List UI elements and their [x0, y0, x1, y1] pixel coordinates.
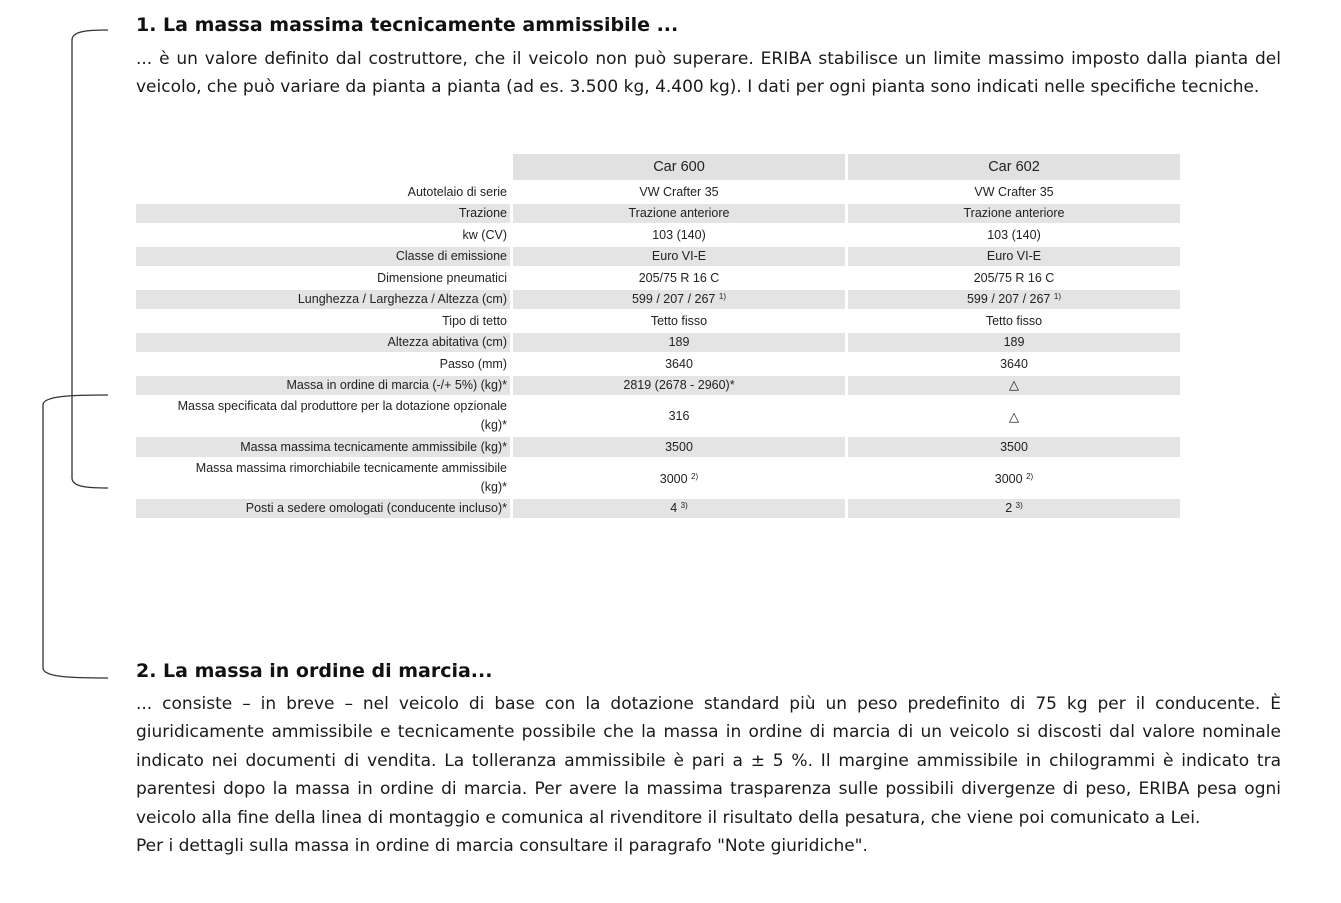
table-row: [136, 247, 1180, 267]
footnote-marker: 2): [691, 471, 699, 481]
table-row: [136, 397, 1180, 435]
footnote-marker: 3): [1015, 501, 1023, 511]
cell-car602: VW Crafter 35: [974, 184, 1054, 199]
cell-car602: 3000 $^{2)}$: [994, 471, 1034, 486]
cell-car602: Trazione anteriore: [848, 204, 1180, 224]
table-row: [136, 182, 1180, 202]
row-label: kw (CV): [462, 227, 507, 242]
table-header-row: [136, 154, 1180, 180]
section2-text-legal-note: Per i dettagli sulla massa in ordine di marcia consultare il paragrafo "Note giuridiche".: [136, 836, 868, 857]
section1-title: 1. La massa massima tecnicamente ammissibile ...: [136, 14, 679, 36]
cell-car600: Tetto fisso: [650, 313, 708, 328]
cell-car600: 103 (140): [652, 227, 706, 242]
footnote-marker: 1): [718, 292, 726, 302]
table-row: [136, 333, 1180, 353]
cell-car600: 3000 $^{2)}$: [659, 471, 699, 486]
section1-text: ... è un valore definito dal costruttore, che il veicolo non può superare. ERIBA stabilisce un limite massimo imposto dalla pianta del veicolo, che può variare da pianta a pianta (ad es. 3.500 kg, 4.400 kg). I dati per ogni pianta sono indicati nelle specifiche tecniche.: [136, 49, 1281, 98]
row-label: Lunghezza / Larghezza / Altezza (cm): [136, 290, 510, 310]
cell-car602: 189: [848, 333, 1180, 353]
cell-car602: 2 $^{3)}$: [848, 499, 1180, 519]
cell-car600: 4 $^{3)}$: [513, 499, 845, 519]
row-label: Altezza abitativa (cm): [136, 333, 510, 353]
cell-car602: Euro VI-E: [848, 247, 1180, 267]
cell-car602: 205/75 R 16 C: [973, 270, 1055, 285]
triangle-icon: △: [1009, 408, 1019, 424]
cell-car600: Trazione anteriore: [513, 204, 845, 224]
cell-car600: 3500: [513, 437, 845, 457]
table-row: [136, 311, 1180, 331]
cell-car600: 316: [668, 408, 690, 423]
cell-car600: 189: [513, 333, 845, 353]
section2-paragraph: [136, 690, 1281, 860]
cell-car602: 3640: [1000, 356, 1028, 371]
cell-car600: 3640: [665, 356, 693, 371]
footnote-marker: 3): [680, 501, 688, 511]
table-row: [136, 499, 1180, 519]
row-label: Tipo di tetto: [442, 313, 507, 328]
table-row: [136, 268, 1180, 288]
row-label: Massa in ordine di marcia (-/+ 5%) (kg)*: [136, 376, 510, 396]
row-label: Massa specificata dal produttore per la dotazione opzionale (kg)*: [177, 399, 507, 432]
row-label: Autotelaio di serie: [407, 184, 507, 199]
cell-car600: Euro VI-E: [513, 247, 845, 267]
cell-car602: 599 / 207 / 267 $^{1)}$: [848, 290, 1180, 310]
triangle-icon: △: [848, 376, 1180, 396]
table-row: [136, 459, 1180, 497]
footnote-marker: 2): [1026, 471, 1034, 481]
table-row: [136, 290, 1180, 310]
footnote-marker: 1): [1053, 292, 1061, 302]
row-label: Massa massima rimorchiabile tecnicamente ammissibile (kg)*: [195, 460, 507, 494]
section2-text: ... consiste – in breve – nel veicolo di base con la dotazione standard più un peso predefinito di 75 kg per il conducente. È giuridicamente ammissibile e tecnicamente possibile che la massa in ordine di marcia di un veicolo si discosti dal valore nominale indicato nei documenti di vendita. La tolleranza ammissibile è pari a ± 5 %. Il margine ammissibile in chilogrammi è indicato tra parentesi dopo la massa in ordine di marcia. Per avere la massima trasparenza sulle possibili divergenze di peso, ERIBA pesa ogni veicolo alla fine della linea di montaggio e comunica al rivenditore il risultato della pesatura, che viene poi comunicato a Lei.: [136, 694, 1281, 828]
column-header-car600: Car 600: [513, 154, 845, 180]
row-label: Posti a sedere omologati (conducente incluso)*: [136, 499, 510, 519]
cell-car600: VW Crafter 35: [639, 184, 719, 199]
section2-title: 2. La massa in ordine di marcia...: [136, 660, 493, 682]
cell-car602: 3500: [848, 437, 1180, 457]
cell-car600: 2819 (2678 - 2960)*: [513, 376, 845, 396]
cell-car600: 599 / 207 / 267 $^{1)}$: [513, 290, 845, 310]
header-blank: [136, 154, 510, 180]
column-header-car602: Car 602: [848, 154, 1180, 180]
table-row: [136, 225, 1180, 245]
section1-paragraph: [136, 45, 1281, 102]
row-label: Passo (mm): [439, 356, 507, 371]
cell-car602: Tetto fisso: [985, 313, 1043, 328]
table-row: [136, 204, 1180, 224]
table-row: [136, 437, 1180, 457]
cell-car602: 103 (140): [987, 227, 1041, 242]
row-label: Trazione: [136, 204, 510, 224]
cell-car600: 205/75 R 16 C: [638, 270, 720, 285]
spec-table: [133, 152, 1183, 520]
row-label: Dimensione pneumatici: [377, 270, 507, 285]
row-label: Massa massima tecnicamente ammissibile (kg)*: [136, 437, 510, 457]
row-label: Classe di emissione: [136, 247, 510, 267]
table-row: [136, 354, 1180, 374]
table-row: [136, 376, 1180, 396]
